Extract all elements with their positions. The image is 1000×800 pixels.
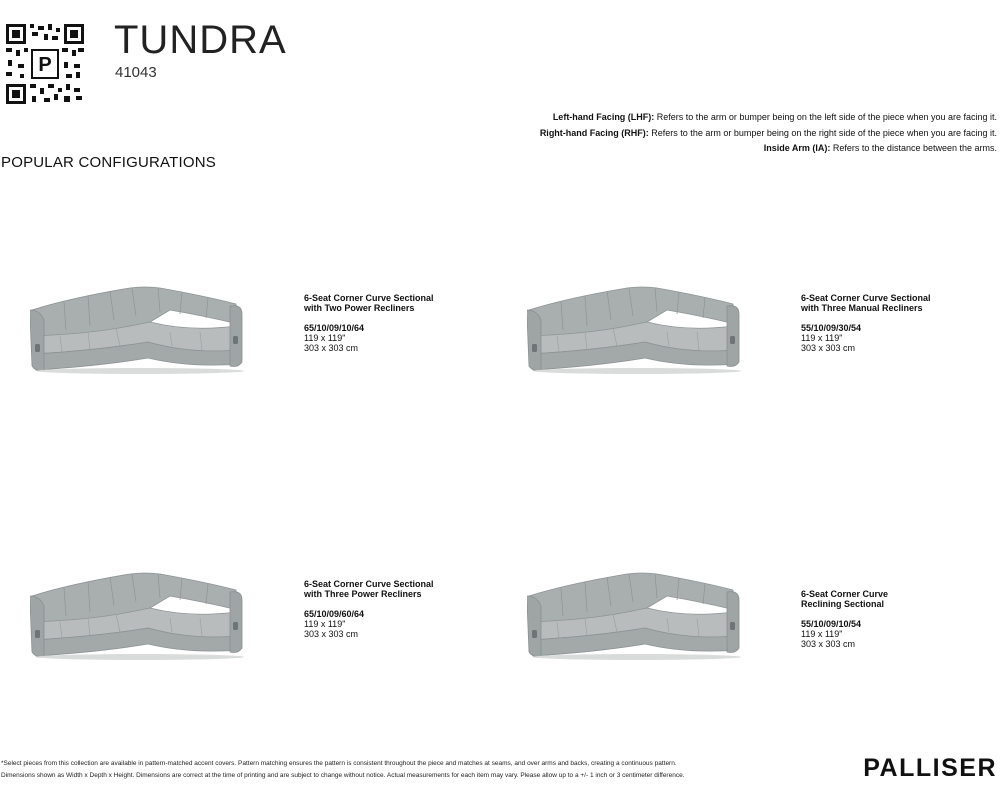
- brand-logo: PALLISER: [863, 754, 997, 782]
- configuration-caption: [801, 293, 931, 353]
- configuration-caption: [304, 293, 434, 353]
- configuration-sku: 55/10/09/10/54: [801, 619, 862, 629]
- configuration-caption: [304, 579, 434, 639]
- configuration-metric: 303 x 303 cm: [304, 629, 359, 639]
- configuration-imperial: 119 x 119": [304, 619, 346, 629]
- configuration-name: 6-Seat Corner Curve Sectional with Two Power Recliners: [304, 293, 434, 313]
- qr-center-letter: P: [38, 54, 52, 76]
- configuration-sku: 65/10/09/10/64: [304, 323, 365, 333]
- configuration-item: [527, 566, 997, 676]
- configuration-name: 6-Seat Corner Curve Sectional with Three Power Recliners: [304, 579, 434, 599]
- definition-ia: Inside Arm (IA): Refers to the distance between the arms.: [763, 143, 997, 153]
- configuration-imperial: 119 x 119": [801, 629, 843, 639]
- footer-note-dimensions: Dimensions shown as Width x Depth x Height. Dimensions are correct at the time of printing and are subject to change without notice. Actual measurements for each item may vary. Please allow up to a +/- 1 inch or 3 centimeter difference.: [1, 772, 685, 779]
- configuration-sku: 65/10/09/60/64: [304, 609, 365, 619]
- configuration-imperial: 119 x 119": [801, 333, 843, 343]
- footer-notes: [1, 758, 821, 782]
- section-title: POPULAR CONFIGURATIONS: [1, 154, 216, 171]
- configuration-item: [30, 566, 500, 676]
- configuration-imperial: 119 x 119": [304, 333, 346, 343]
- sectional-sofa-image: [30, 566, 260, 661]
- sectional-sofa-image: [30, 280, 260, 375]
- configuration-metric: 303 x 303 cm: [304, 343, 359, 353]
- page-title: TUNDRA: [114, 18, 287, 62]
- configuration-metric: 303 x 303 cm: [801, 639, 856, 649]
- definition-lhf: Left-hand Facing (LHF): Refers to the arm or bumper being on the left side of the piece when you are facing it.: [552, 112, 997, 122]
- definitions: [540, 110, 997, 157]
- footer-note-pattern: *Select pieces from this collection are available in pattern-matched accent covers. Pattern matching ensures the pattern is consistent throughout the piece and matches at seams, and over arms and backs, creating a continuous pattern.: [1, 760, 677, 767]
- configuration-sku: 55/10/09/30/54: [801, 323, 862, 333]
- definition-rhf: Right-hand Facing (RHF): Refers to the arm or bumper being on the right side of the piece when you are facing it.: [539, 127, 997, 138]
- configuration-name: 6-Seat Corner Curve Reclining Sectional: [801, 589, 889, 609]
- sectional-sofa-image: [527, 280, 757, 375]
- sectional-sofa-image: [527, 566, 757, 661]
- configuration-item: [527, 280, 997, 390]
- configuration-caption: [801, 589, 931, 649]
- configuration-name: 6-Seat Corner Curve Sectional with Three Manual Recliners: [801, 293, 931, 313]
- configuration-metric: 303 x 303 cm: [801, 343, 856, 353]
- configuration-item: [30, 280, 500, 390]
- collection-number: 41043: [115, 64, 157, 81]
- qr-code-icon: [4, 22, 86, 106]
